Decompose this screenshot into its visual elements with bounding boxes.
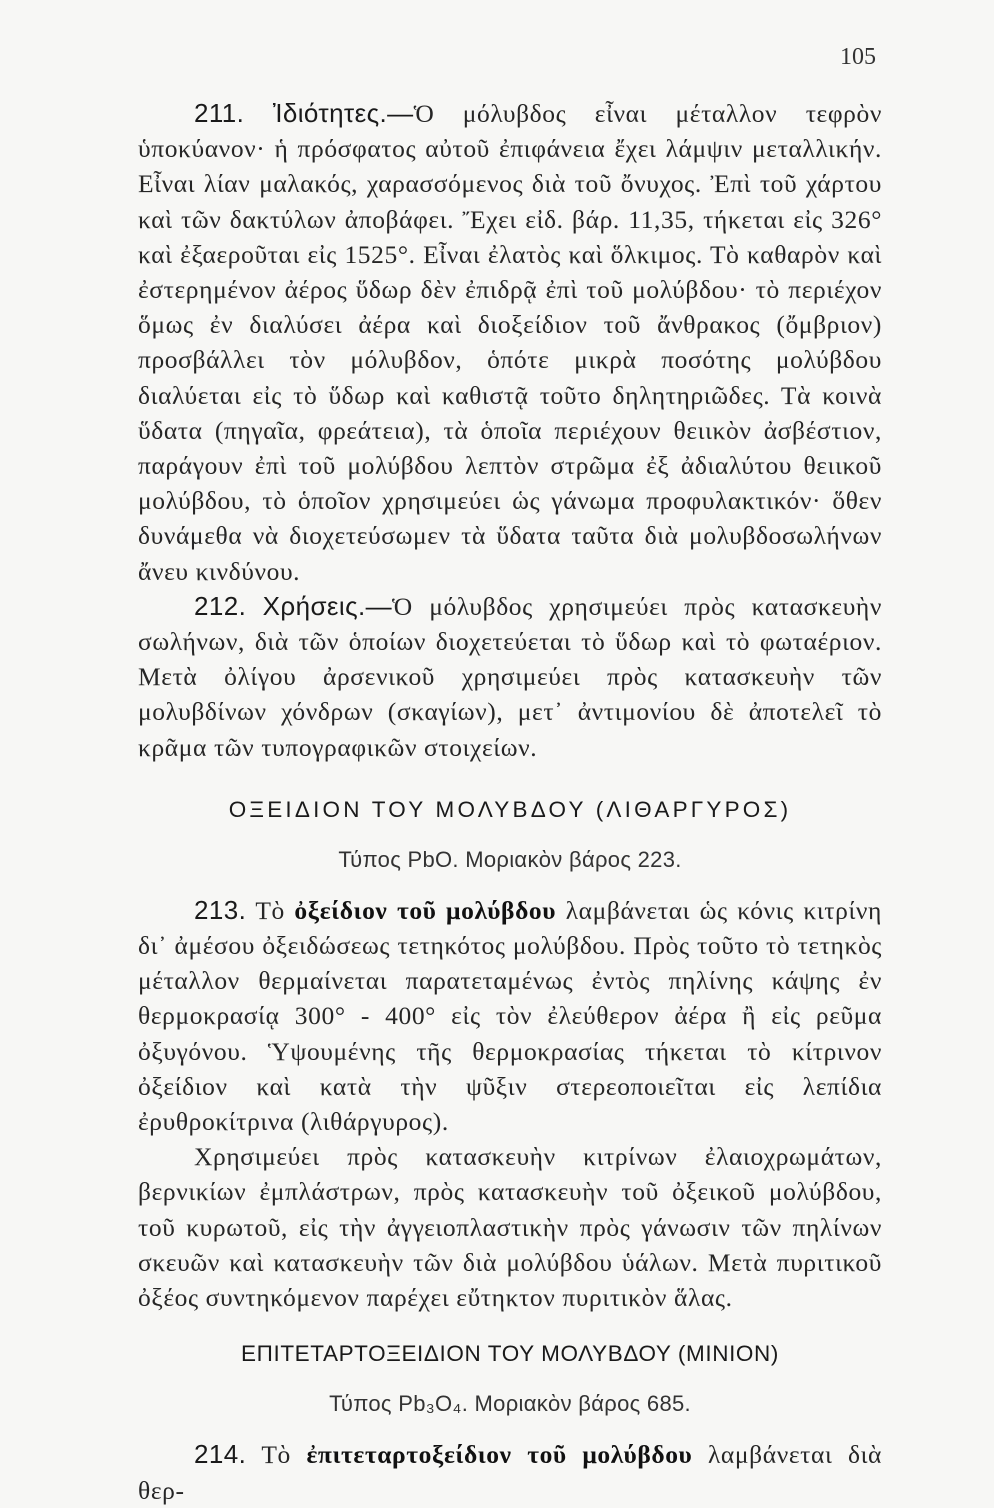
section-number: 213. (194, 894, 247, 925)
bold-term: ἐπιτεταρτοξείδιον τοῦ μολύβδου (306, 1440, 693, 1470)
section-213 (138, 893, 882, 1139)
section-title: Ἰδιότητες.— (272, 98, 414, 128)
section-text: Ὁ μόλυβδος χρησιμεύει πρὸς κατασκευὴν σωλήνων, διὰ τῶν ὁποίων διοχετεύεται τὸ ὕδωρ καὶ τὸ φωταέριον. Μετὰ ὀλίγου ἀρσενικοῦ χρησιμεύει πρὸς κατασκευὴν τῶν μολυβδίνων χόνδρων (σκαγίων), μετ᾽ ἀντιμονίου δὲ ἀποτελεῖ τὸ κρᾶμα τῶν τυπογραφικῶν στοιχείων. (138, 591, 882, 762)
page-number: 105 (840, 44, 876, 70)
lead-word: Τὸ (255, 895, 285, 925)
formula: Τύπος PbO. (338, 846, 459, 872)
section-text: λαμβάνεται ὡς κόνις κιτρίνη δι᾽ ἀμέσου ὀξειδώσεως τετηκότος μολύβδου. Πρὸς τοῦτο τὸ τετηκὸς μέταλλον θερμαίνεται παρατεταμένως ἐντὸς πηλίνης κάψης ἐν θερμοκρασίᾳ 300° - 400° εἰς τὸν ἐλεύθερον ἀέρα ἢ εἰς ρεῦμα ὀξυγόνου. Ὑψουμένης τῆς θερμοκρασίας τήκεται τὸ κίτρινον ὀξείδιον καὶ κατὰ τὴν ψῦξιν στερεοποιεῖται εἰς λεπίδια ἐρυθροκίτρινα (λιθάργυρος). (138, 895, 882, 1137)
section-211 (138, 96, 882, 589)
minium-heading: ΕΠΙΤΕΤΑΡΤΟΞΕΙΔΙΟΝ ΤΟΥ ΜΟΛΥΒΔΟΥ (ΜΙΝΙΟΝ) (241, 1341, 779, 1367)
oxide-formula-line (138, 847, 882, 873)
molecular-weight: Μοριακὸν βάρος 223. (465, 846, 682, 872)
section-213-uses (138, 1139, 882, 1315)
section-text: Ὁ μόλυβδος εἶναι μέταλλον τεφρὸν ὑποκύανον· ἡ πρόσφατος αὐτοῦ ἐπιφάνεια ἔχει λάμψιν μεταλλικήν. Εἶναι λίαν μαλακός, χαρασσόμενος διὰ τοῦ ὄνυχος. Ἐπὶ τοῦ χάρτου καὶ τῶν δακτύλων ἀποβάφει. Ἔχει εἰδ. βάρ. 11,35, τήκεται εἰς 326° καὶ ἐξαεροῦται εἰς 1525°. Εἶναι ἐλατὸς καὶ ὅλκιμος. Τὸ καθαρὸν καὶ ἐστερημένον ἀέρος ὕδωρ δὲν ἐπιδρᾷ ἐπὶ τοῦ μολύβδου· τὸ περιέχον ὅμως ἐν διαλύσει ἀέρα καὶ διοξείδιον τοῦ ἄνθρακος (ὄμβριον) προσβάλλει τὸν μόλυβδον, ὁπότε μικρὰ ποσότης μολύβδου διαλύεται εἰς τὸ ὕδωρ καὶ καθιστᾷ τοῦτο δηλητηριῶδες. Τὰ κοινὰ ὕδατα (πηγαῖα, φρεάτεια), τὰ ὁποῖα περιέχουν θειικὸν ἀσβέστιον, παράγουν ἐπὶ τοῦ μολύβδου λεπτὸν στρῶμα ἐξ ἀδιαλύτου θειικοῦ μολύβδου, τὸ ὁποῖον χρησιμεύει ὡς γάνωμα προφυλακτικόν· ὅθεν δυνάμεθα νὰ διοχετεύσωμεν τὰ ὕδατα ταῦτα διὰ μολυβδοσωλήνων ἄνευ κινδύνου. (138, 99, 882, 586)
oxide-heading: ΟΞΕΙΔΙΟΝ ΤΟΥ ΜΟΛΥΒΔΟΥ (ΛΙΘΑΡΓΥΡΟΣ) (228, 796, 792, 822)
section-number: 211. (194, 98, 245, 128)
minium-formula-line (138, 1391, 882, 1417)
section-214 (138, 1437, 882, 1507)
section-title: Χρήσεις.— (262, 590, 393, 621)
section-212 (138, 589, 882, 765)
section-text: λαμβάνεται διὰ θερ- (138, 1440, 883, 1505)
bold-term: ὀξείδιον τοῦ μολύβδου (294, 895, 557, 925)
page-body (138, 96, 882, 1508)
lead-word: Τὸ (261, 1440, 291, 1470)
section-number: 212. (194, 590, 247, 621)
section-number: 214. (194, 1439, 247, 1470)
formula: Τύπος Pb₃O₄. (329, 1391, 469, 1417)
molecular-weight: Μοριακὸν βάρος 685. (474, 1391, 691, 1417)
uses-text: Χρησιμεύει πρὸς κατασκευὴν κιτρίνων ἐλαιοχρωμάτων, βερνικίων ἐμπλάστρων, πρὸς κατασκευὴν τοῦ ὀξεικοῦ μολύβδου, τοῦ κυρωτοῦ, εἰς τὴν ἀγγειοπλαστικὴν πρὸς γάνωσιν τῶν πηλίνων σκευῶν καὶ κατασκευὴν τῶν διὰ μολύβδου ὑάλων. Μετὰ πυριτικοῦ ὀξέος συντηκόμενον παρέχει εὔτηκτον πυριτικὸν ἅλας. (138, 1142, 882, 1313)
